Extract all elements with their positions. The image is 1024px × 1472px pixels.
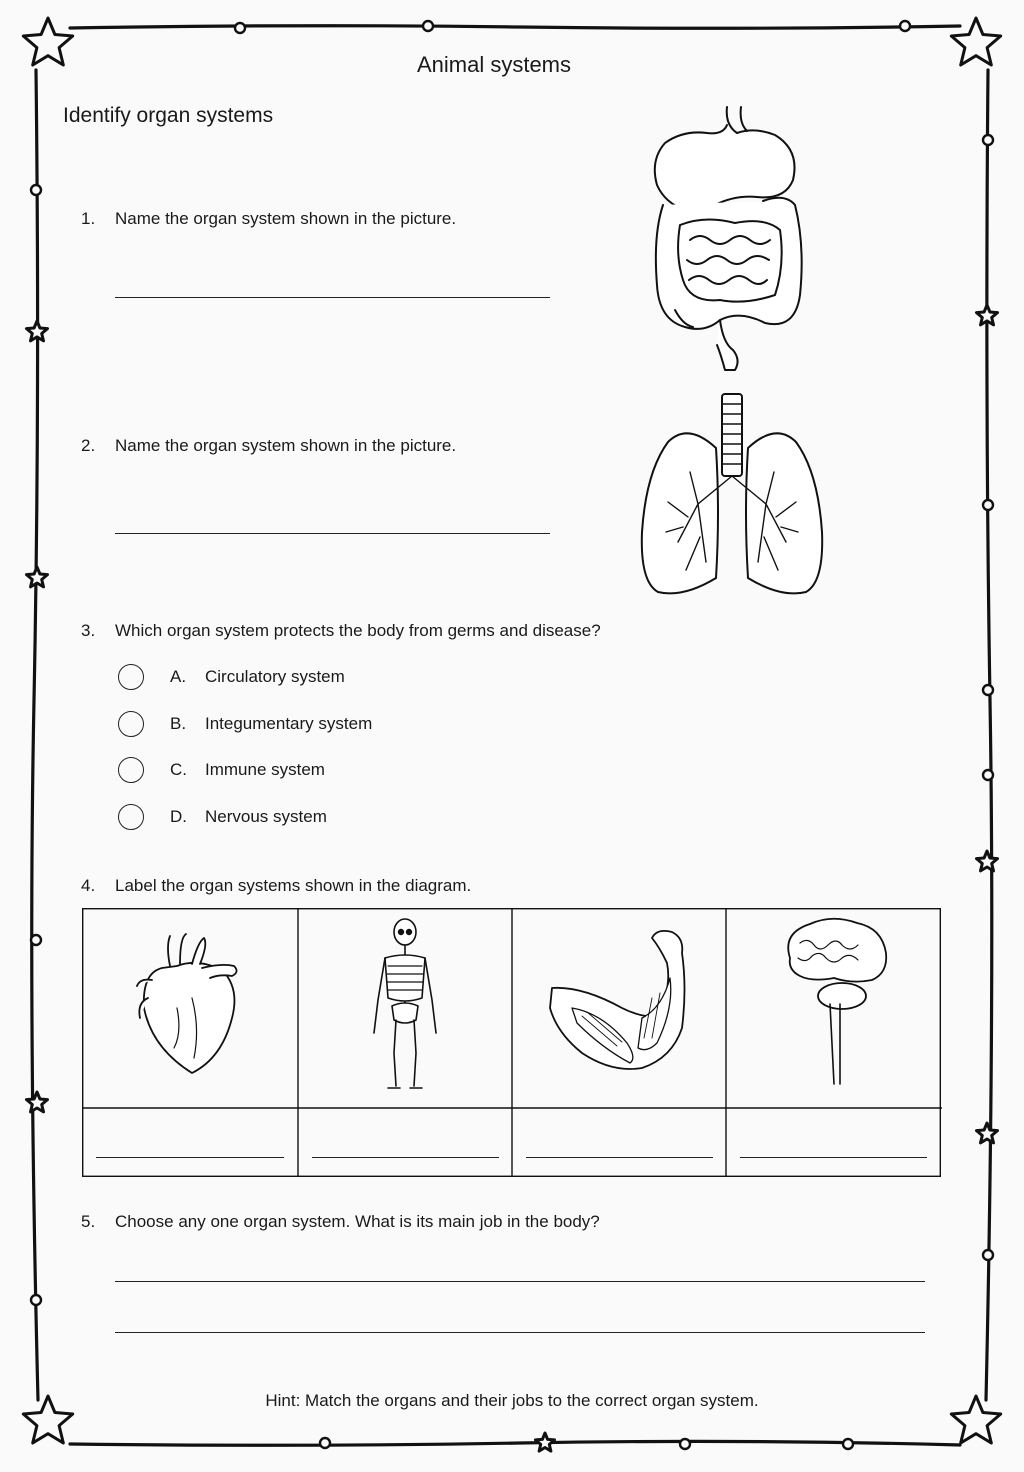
question-5-answer-line-2[interactable] bbox=[115, 1332, 925, 1333]
star-icon bbox=[27, 321, 48, 341]
page-title: Animal systems bbox=[416, 52, 572, 77]
question-3-text: Which organ system protects the body from germs and disease? bbox=[115, 621, 601, 640]
option-c-radio[interactable] bbox=[118, 757, 144, 783]
star-icon bbox=[977, 1123, 998, 1143]
hint-text: Hint: Match the organs and their jobs to the correct organ system. bbox=[265, 1391, 759, 1410]
question-2-answer-line[interactable] bbox=[115, 533, 550, 534]
brain-spinal-cord-icon bbox=[788, 919, 886, 1084]
skeleton-icon bbox=[374, 919, 436, 1088]
option-d-label: Nervous system bbox=[205, 807, 327, 826]
digestive-system-icon bbox=[645, 105, 815, 375]
star-icon bbox=[977, 305, 998, 325]
label-2-answer-line[interactable] bbox=[312, 1157, 499, 1158]
question-5-text: Choose any one organ system. What is its main job in the body? bbox=[115, 1212, 600, 1231]
option-a-label: Circulatory system bbox=[205, 667, 345, 686]
option-c-letter: C. bbox=[170, 760, 187, 779]
question-4-text: Label the organ systems shown in the diagram. bbox=[115, 876, 472, 895]
section-heading: Identify organ systems bbox=[63, 104, 274, 127]
question-2-text: Name the organ system shown in the picture. bbox=[115, 436, 457, 455]
question-5-answer-line-1[interactable] bbox=[115, 1281, 925, 1282]
option-b-letter: B. bbox=[170, 714, 187, 733]
star-icon bbox=[977, 851, 998, 871]
question-5-number: 5. bbox=[81, 1212, 96, 1231]
star-icon bbox=[27, 567, 48, 587]
question-3-number: 3. bbox=[81, 621, 96, 640]
question-1-text: Name the organ system shown in the picture. bbox=[115, 209, 457, 228]
option-d-letter: D. bbox=[170, 807, 187, 826]
lungs-icon bbox=[638, 392, 828, 602]
question-1-answer-line[interactable] bbox=[115, 297, 550, 298]
label-diagram-table bbox=[82, 908, 942, 1178]
star-icon bbox=[536, 1433, 555, 1451]
option-d-radio[interactable] bbox=[118, 804, 144, 830]
question-1-number: 1. bbox=[81, 209, 96, 228]
option-c-label: Immune system bbox=[205, 760, 325, 779]
label-3-answer-line[interactable] bbox=[526, 1157, 713, 1158]
arm-muscle-icon bbox=[550, 931, 685, 1069]
question-4-number: 4. bbox=[81, 876, 96, 895]
option-a-letter: A. bbox=[170, 667, 187, 686]
question-2-number: 2. bbox=[81, 436, 96, 455]
option-b-label: Integumentary system bbox=[205, 714, 373, 733]
label-4-answer-line[interactable] bbox=[740, 1157, 927, 1158]
label-1-answer-line[interactable] bbox=[96, 1157, 284, 1158]
option-a-radio[interactable] bbox=[118, 664, 144, 690]
heart-icon bbox=[137, 934, 237, 1073]
option-b-radio[interactable] bbox=[118, 711, 144, 737]
star-icon bbox=[27, 1092, 48, 1112]
